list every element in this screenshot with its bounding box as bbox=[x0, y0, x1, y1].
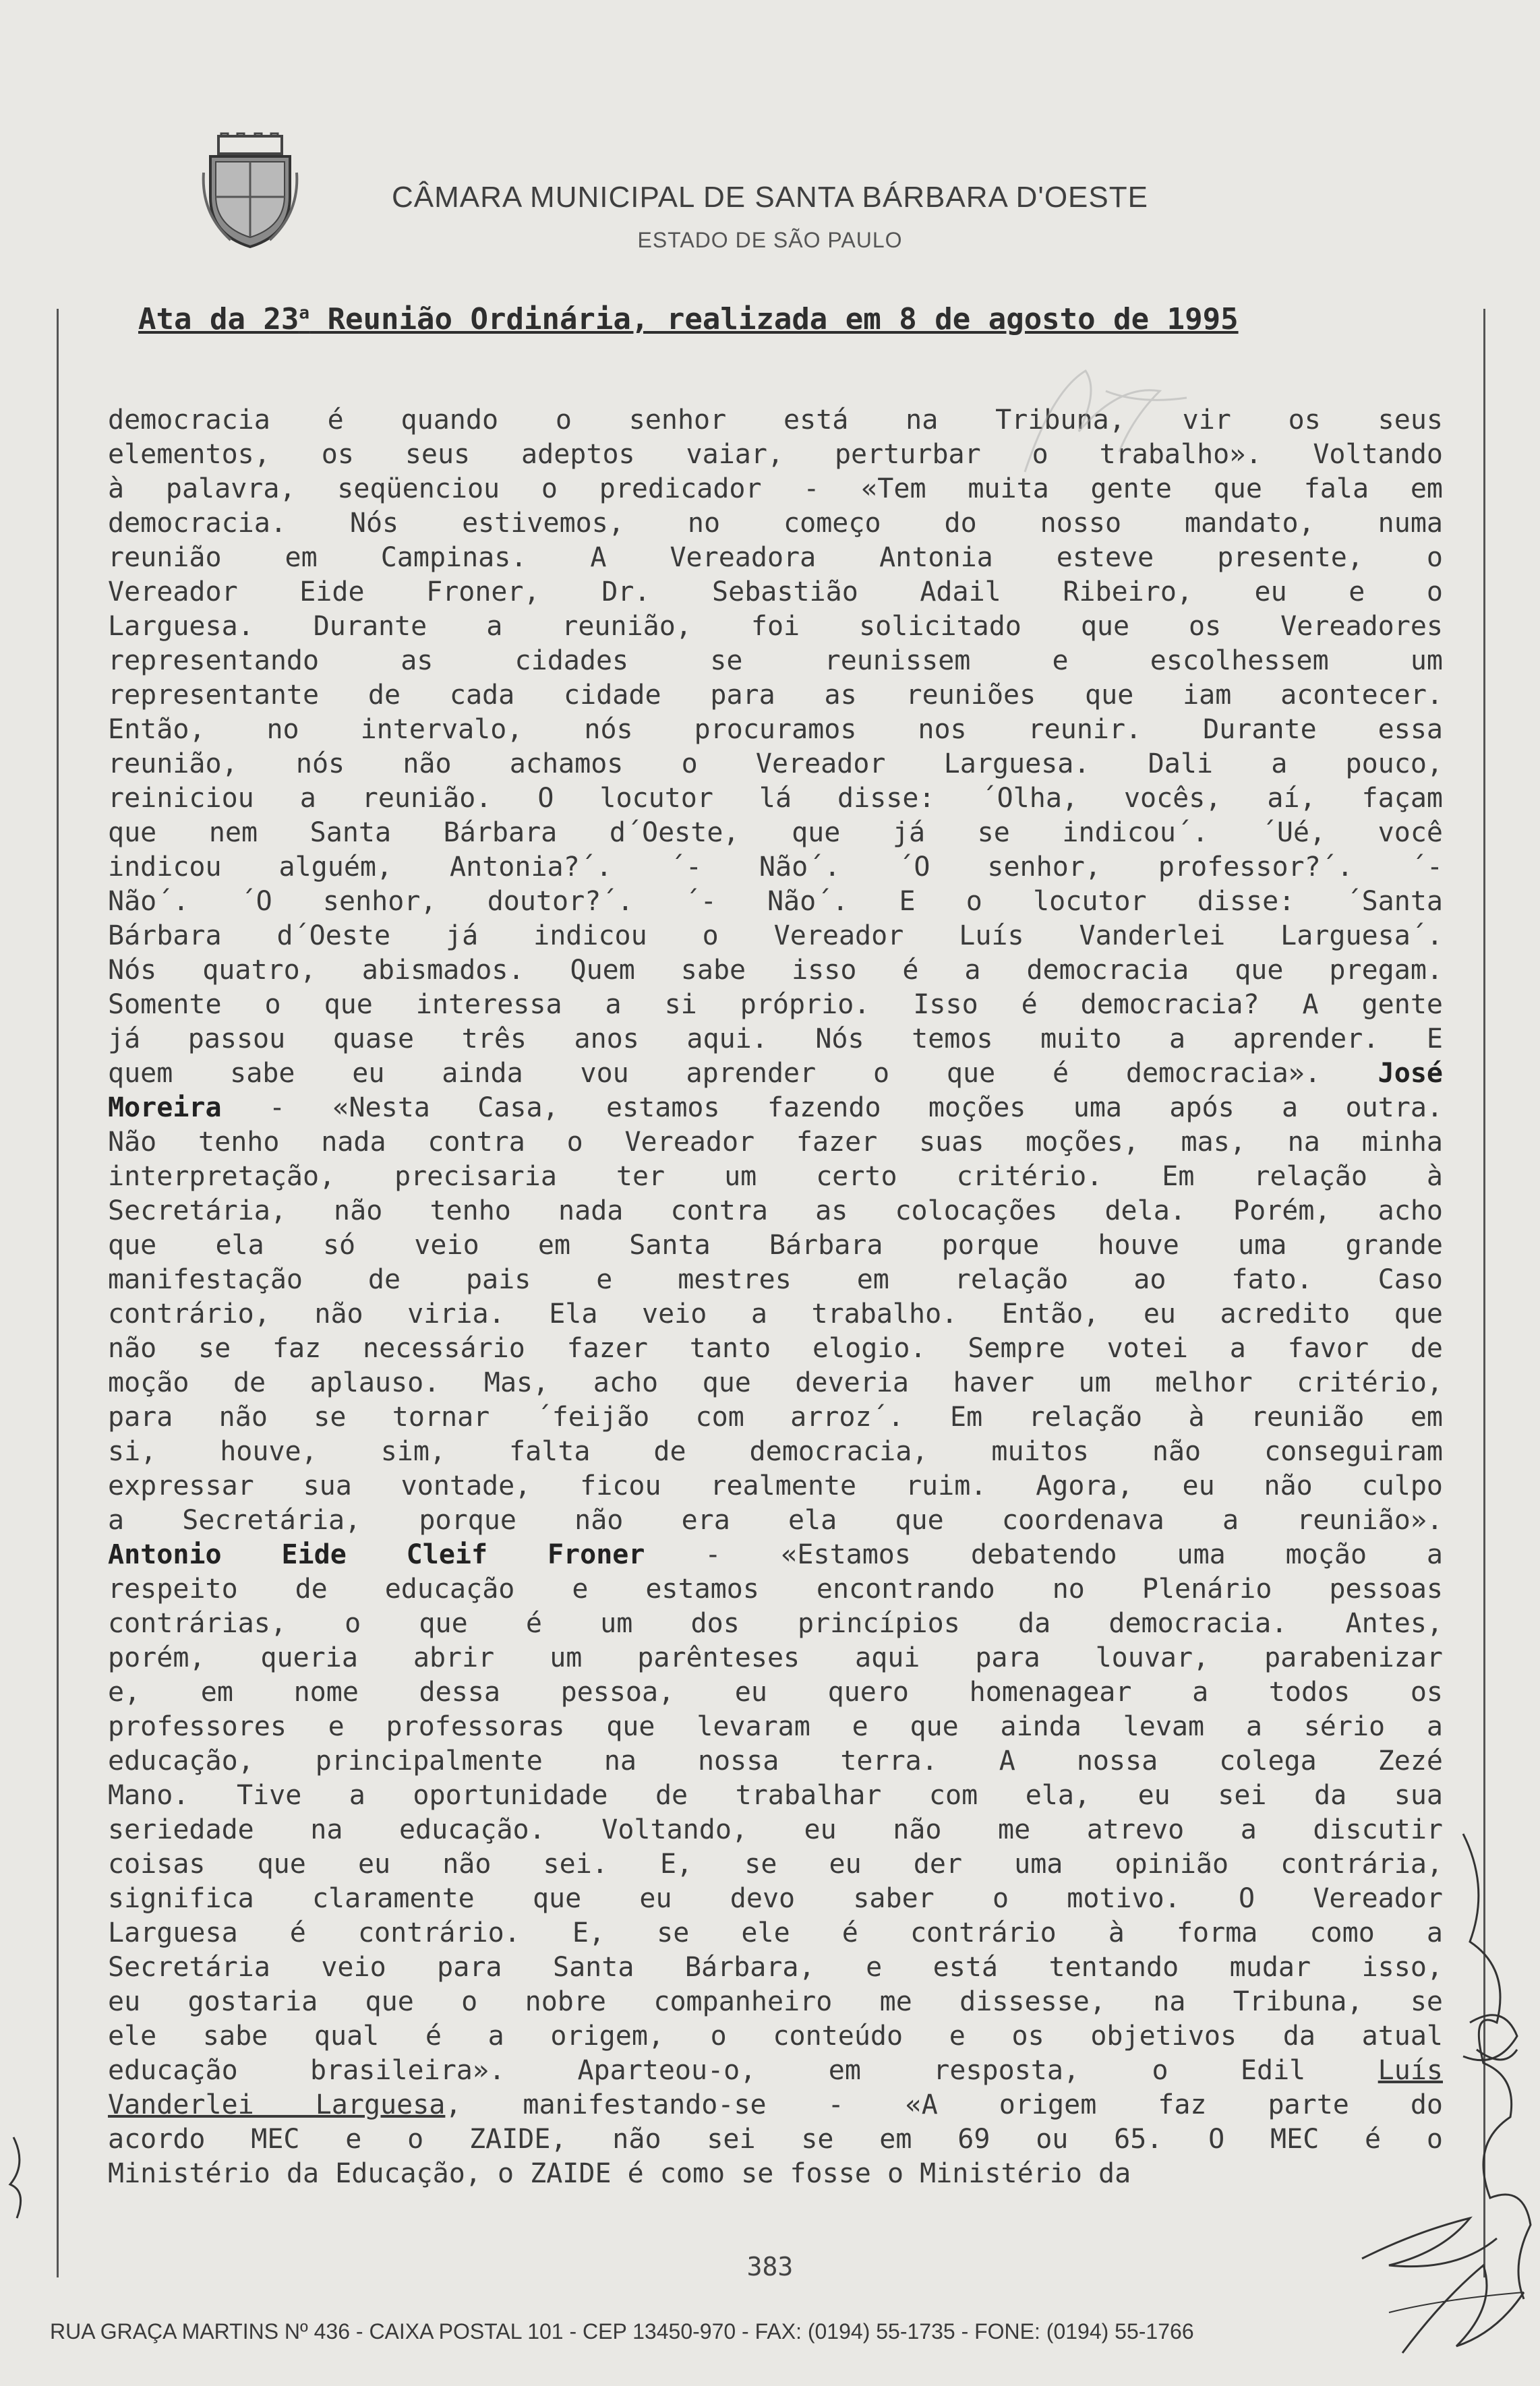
speaker-name: José bbox=[1378, 1058, 1443, 1089]
text-segment: a Secretária, porque não era ela que coordenava a reunião». bbox=[108, 1505, 1443, 1536]
text-segment: à palavra, seqüenciou o predicador - «Tem muita gente que fala em bbox=[108, 473, 1443, 504]
text-line bbox=[108, 541, 1443, 575]
text-segment: Somente o que interessa a si próprio. Isso é democracia? A gente bbox=[108, 989, 1443, 1020]
institution-name: CÂMARA MUNICIPAL DE SANTA BÁRBARA D'OESTE bbox=[392, 181, 1148, 214]
text-line bbox=[108, 644, 1443, 678]
text-line bbox=[108, 953, 1443, 988]
text-segment: si, houve, sim, falta de democracia, muitos não conseguiram bbox=[108, 1436, 1443, 1467]
text-segment: reunião em Campinas. A Vereadora Antonia esteve presente, o bbox=[108, 542, 1443, 573]
text-segment: significa claramente que eu devo saber o motivo. O Vereador bbox=[108, 1883, 1443, 1914]
text-line bbox=[108, 1228, 1443, 1263]
text-line bbox=[108, 1263, 1443, 1297]
text-segment: reiniciou a reunião. O locutor lá disse: ´Olha, vocês, aí, façam bbox=[108, 783, 1443, 814]
text-line bbox=[108, 1194, 1443, 1228]
underlined-name: Luís bbox=[1378, 2055, 1443, 2086]
text-line bbox=[108, 850, 1443, 885]
text-line bbox=[108, 1985, 1443, 2019]
text-line bbox=[108, 403, 1443, 438]
text-line bbox=[108, 575, 1443, 609]
text-segment: respeito de educação e estamos encontrando no Plenário pessoas bbox=[108, 1574, 1443, 1605]
text-line bbox=[108, 1675, 1443, 1710]
text-segment: Mano. Tive a oportunidade de trabalhar com ela, eu sei da sua bbox=[108, 1780, 1443, 1811]
text-segment: expressar sua vontade, ficou realmente ruim. Agora, eu não culpo bbox=[108, 1470, 1443, 1501]
text-segment: que nem Santa Bárbara d´Oeste, que já se indicou´. ´Ué, você bbox=[108, 817, 1443, 848]
text-line bbox=[108, 1503, 1443, 1538]
text-segment: Secretária, não tenho nada contra as colocações dela. Porém, acho bbox=[108, 1195, 1443, 1226]
text-line bbox=[108, 781, 1443, 816]
minutes-body bbox=[108, 403, 1443, 2189]
state-name: ESTADO DE SÃO PAULO bbox=[637, 228, 903, 252]
text-line bbox=[108, 885, 1443, 919]
text-segment: educação, principalmente na nossa terra. A nossa colega Zezé bbox=[108, 1746, 1443, 1777]
text-line bbox=[108, 1056, 1443, 1091]
left-margin-mark-icon bbox=[0, 2130, 40, 2225]
left-margin-rule bbox=[57, 309, 59, 2277]
text-line bbox=[108, 1022, 1443, 1056]
text-line bbox=[108, 1435, 1443, 1469]
text-segment: representando as cidades se reunissem e escolhessem um bbox=[108, 645, 1443, 676]
text-segment: que ela só veio em Santa Bárbara porque houve uma grande bbox=[108, 1230, 1443, 1261]
page-number: 383 bbox=[746, 2252, 794, 2281]
text-segment: contrárias, o que é um dos princípios da democracia. Antes, bbox=[108, 1608, 1443, 1639]
text-line bbox=[108, 988, 1443, 1022]
text-segment: porém, queria abrir um parênteses aqui para louvar, parabenizar bbox=[108, 1642, 1443, 1673]
text-segment: interpretação, precisaria ter um certo critério. Em relação à bbox=[108, 1161, 1443, 1192]
text-segment: quem sabe eu ainda vou aprender o que é democracia». bbox=[108, 1058, 1378, 1089]
text-line bbox=[108, 2122, 1443, 2157]
text-line bbox=[108, 1160, 1443, 1194]
text-line bbox=[108, 1366, 1443, 1400]
text-line bbox=[108, 919, 1443, 953]
text-line bbox=[108, 1813, 1443, 1847]
text-segment: ele sabe qual é a origem, o conteúdo e os objetivos da atual bbox=[108, 2021, 1443, 2052]
text-line bbox=[108, 1744, 1443, 1779]
text-line bbox=[108, 1125, 1443, 1160]
text-line bbox=[108, 2054, 1443, 2088]
text-segment: Não´. ´O senhor, doutor?´. ´- Não´. E o locutor disse: ´Santa bbox=[108, 886, 1443, 917]
text-line bbox=[108, 1091, 1443, 1125]
text-line bbox=[108, 747, 1443, 781]
text-segment: para não se tornar ´feijão com arroz´. Em relação à reunião em bbox=[108, 1402, 1443, 1433]
text-segment: elementos, os seus adeptos vaiar, perturbar o trabalho». Voltando bbox=[108, 439, 1443, 470]
text-line bbox=[108, 1882, 1443, 1916]
bottom-right-signature-icon bbox=[1349, 2178, 1540, 2386]
speaker-name: Moreira bbox=[108, 1092, 222, 1123]
text-segment: acordo MEC e o ZAIDE, não sei se em 69 ou 65. O MEC é o bbox=[108, 2124, 1443, 2155]
text-line bbox=[108, 2019, 1443, 2054]
text-segment: eu gostaria que o nobre companheiro me dissesse, na Tribuna, se bbox=[108, 1986, 1443, 2017]
text-line bbox=[108, 678, 1443, 713]
speaker-name: Antonio Eide Cleif Froner bbox=[108, 1539, 645, 1570]
text-segment: democracia. Nós estivemos, no começo do nosso mandato, numa bbox=[108, 508, 1443, 539]
text-line bbox=[108, 1710, 1443, 1744]
text-segment: Ministério da Educação, o ZAIDE é como se fosse o Ministério da bbox=[108, 2158, 1131, 2189]
margin-signature-icon bbox=[1443, 1820, 1537, 2306]
text-segment: professores e professoras que levaram e que ainda levam a sério a bbox=[108, 1711, 1443, 1742]
text-segment: Larguesa. Durante a reunião, foi solicitado que os Vereadores bbox=[108, 611, 1443, 642]
underlined-name: Vanderlei Larguesa bbox=[108, 2089, 446, 2120]
text-line bbox=[108, 1332, 1443, 1366]
address-footer: RUA GRAÇA MARTINS Nº 436 - CAIXA POSTAL 101 - CEP 13450-970 - FAX: (0194) 55-1735 - FONE: (0194) 55-1766 bbox=[50, 2319, 1194, 2344]
text-line bbox=[108, 1847, 1443, 1882]
text-line bbox=[108, 2088, 1443, 2122]
text-segment: - «Nesta Casa, estamos fazendo moções uma após a outra. bbox=[221, 1092, 1443, 1123]
text-segment: indicou alguém, Antonia?´. ´- Não´. ´O senhor, professor?´. ´- bbox=[108, 852, 1443, 883]
text-line bbox=[108, 1572, 1443, 1607]
text-line bbox=[108, 1538, 1443, 1572]
text-line bbox=[108, 506, 1443, 541]
text-segment: Não tenho nada contra o Vereador fazer suas moções, mas, na minha bbox=[108, 1127, 1443, 1158]
text-segment: reunião, nós não achamos o Vereador Larguesa. Dali a pouco, bbox=[108, 748, 1443, 779]
text-segment: Larguesa é contrário. E, se ele é contrário à forma como a bbox=[108, 1917, 1443, 1948]
text-segment: Vereador Eide Froner, Dr. Sebastião Adail Ribeiro, eu e o bbox=[108, 576, 1443, 607]
text-segment: , manifestando-se - «A origem faz parte do bbox=[445, 2089, 1443, 2120]
text-line bbox=[108, 2157, 1443, 2191]
text-segment: contrário, não viria. Ela veio a trabalho. Então, eu acredito que bbox=[108, 1299, 1443, 1330]
text-line bbox=[108, 816, 1443, 850]
text-segment: - «Estamos debatendo uma moção a bbox=[645, 1539, 1443, 1570]
text-line bbox=[108, 1400, 1443, 1435]
text-line bbox=[108, 1469, 1443, 1503]
text-line bbox=[108, 609, 1443, 644]
text-segment: democracia é quando o senhor está na Tribuna, vir os seus bbox=[108, 405, 1443, 436]
text-segment: seriedade na educação. Voltando, eu não me atrevo a discutir bbox=[108, 1814, 1443, 1845]
text-segment: educação brasileira». Aparteou-o, em resposta, o Edil bbox=[108, 2055, 1378, 2086]
text-line bbox=[108, 1607, 1443, 1641]
text-segment: manifestação de pais e mestres em relação ao fato. Caso bbox=[108, 1264, 1443, 1295]
document-title: Ata da 23$^a$ Reunião Ordinária, realizada em 8 de agosto de 1995 bbox=[138, 302, 1239, 336]
text-segment: coisas que eu não sei. E, se eu der uma opinião contrária, bbox=[108, 1849, 1443, 1880]
text-segment: não se faz necessário fazer tanto elogio. Sempre votei a favor de bbox=[108, 1333, 1443, 1364]
text-segment: representante de cada cidade para as reuniões que iam acontecer. bbox=[108, 680, 1443, 711]
text-segment: Secretária veio para Santa Bárbara, e está tentando mudar isso, bbox=[108, 1952, 1443, 1983]
text-line bbox=[108, 1779, 1443, 1813]
text-segment: Nós quatro, abismados. Quem sabe isso é a democracia que pregam. bbox=[108, 955, 1443, 986]
text-line bbox=[108, 438, 1443, 472]
text-line bbox=[108, 472, 1443, 506]
text-line bbox=[108, 713, 1443, 747]
text-line bbox=[108, 1297, 1443, 1332]
text-line bbox=[108, 1916, 1443, 1950]
text-segment: já passou quase três anos aqui. Nós temos muito a aprender. E bbox=[108, 1023, 1443, 1054]
text-segment: e, em nome dessa pessoa, eu quero homenagear a todos os bbox=[108, 1677, 1443, 1708]
text-segment: Então, no intervalo, nós procuramos nos reunir. Durante essa bbox=[108, 714, 1443, 745]
text-line bbox=[108, 1950, 1443, 1985]
right-margin-rule bbox=[1483, 309, 1485, 2277]
text-segment: Bárbara d´Oeste já indicou o Vereador Luís Vanderlei Larguesa´. bbox=[108, 920, 1443, 951]
text-line bbox=[108, 1641, 1443, 1675]
text-segment: moção de aplauso. Mas, acho que deveria haver um melhor critério, bbox=[108, 1367, 1443, 1398]
